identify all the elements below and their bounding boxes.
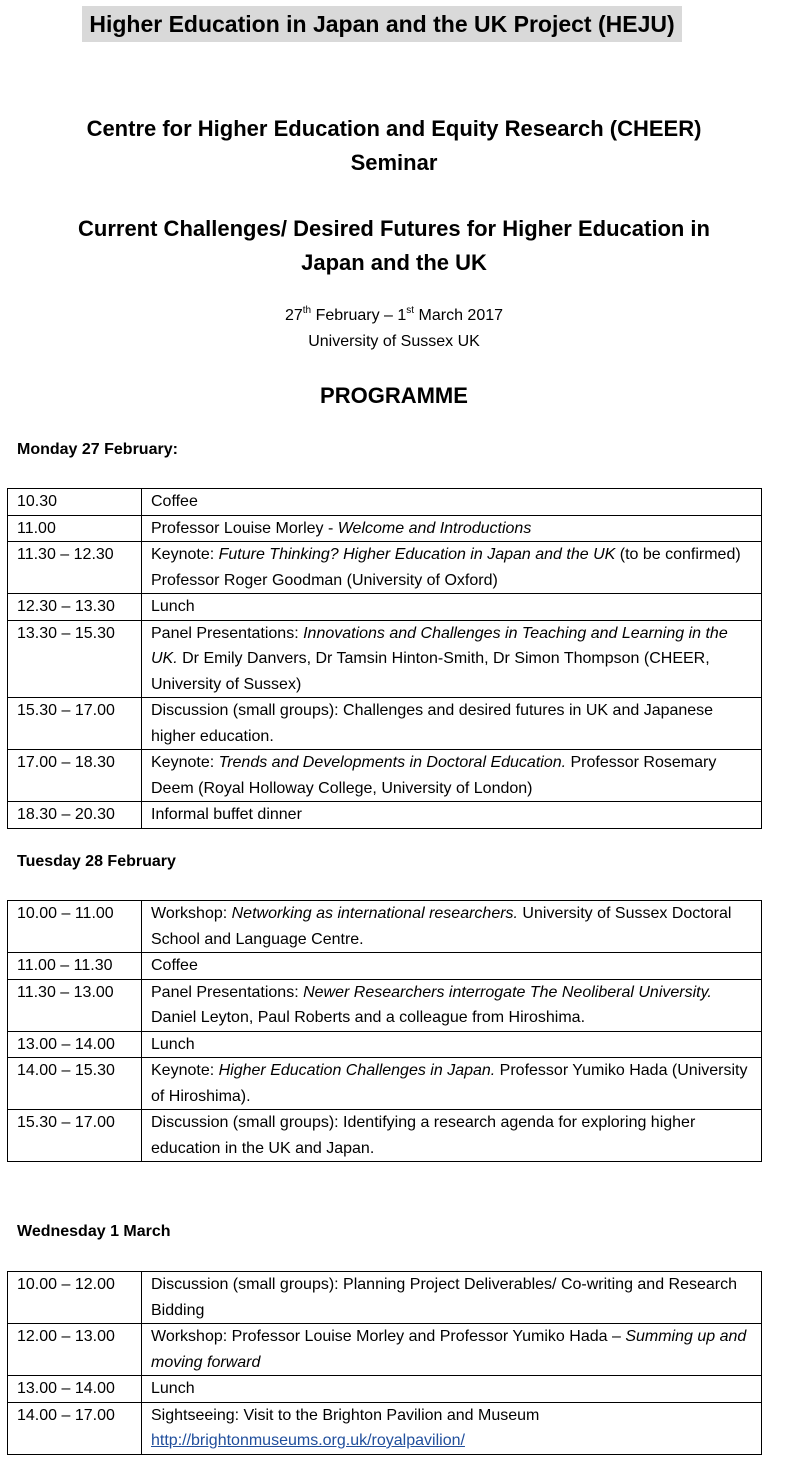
session-title-italic: Trends and Developments in Doctoral Education. — [218, 754, 567, 771]
session-description — [142, 489, 762, 516]
session-description — [142, 979, 762, 1031]
session-text: Discussion (small groups): Identifying a research agenda for exploring higher education in the UK and Japan. — [151, 1114, 696, 1157]
seminar-title-line-1: Current Challenges/ Desired Futures for Higher Education in — [78, 216, 710, 241]
session-time: 10.00 – 11.00 — [8, 901, 142, 953]
session-description — [142, 698, 762, 750]
schedule-table — [7, 488, 762, 829]
session-row — [8, 1402, 762, 1454]
seminar-title-line-2: Japan and the UK — [301, 250, 487, 275]
project-title: Higher Education in Japan and the UK Project (HEJU) — [82, 6, 682, 42]
date-start-month: February – — [311, 307, 398, 324]
seminar-title — [0, 212, 788, 280]
schedule-table — [7, 900, 762, 1162]
session-title-italic: Summing up and moving forward — [151, 1328, 747, 1371]
session-row — [8, 1110, 762, 1162]
session-time: 13.00 – 14.00 — [8, 1031, 142, 1058]
seminar-organiser-line: Centre for Higher Education and Equity Research (CHEER) — [86, 116, 702, 141]
session-row — [8, 515, 762, 542]
session-title-italic: Future Thinking? Higher Education in Japan and the UK — [218, 546, 616, 563]
session-text: Panel Presentations: — [151, 983, 304, 1001]
day-heading: Wednesday 1 March — [17, 1223, 171, 1240]
session-description — [142, 1110, 762, 1162]
session-row — [8, 750, 762, 802]
session-text: University of Sussex Doctoral School and Language Centre. — [151, 905, 732, 948]
session-text: Discussion (small groups): Planning Project Deliverables/ Co-writing and Research Bidding — [151, 1276, 738, 1319]
session-time: 13.00 – 14.00 — [8, 1376, 142, 1403]
day-heading: Tuesday 28 February — [17, 853, 176, 870]
date-start-day: 27 — [284, 307, 303, 324]
session-time: 10.30 — [8, 489, 142, 516]
date-end-day: 1 — [397, 307, 407, 324]
session-title-italic: Newer Researchers interrogate The Neoliberal University. — [303, 983, 712, 1001]
session-text: Professor Louise Morley - — [151, 519, 338, 537]
session-text: Keynote: — [151, 1062, 219, 1079]
date-end-suffix: st — [406, 305, 415, 316]
session-description — [142, 1031, 762, 1058]
session-text: Dr Emily Danvers, Dr Tamsin Hinton-Smith, Dr Simon Thompson (CHEER, University of Sussex) — [151, 650, 710, 693]
session-time: 14.00 – 15.30 — [8, 1058, 142, 1110]
session-time: 11.00 — [8, 515, 142, 542]
date-start-suffix: th — [302, 305, 312, 316]
seminar-organiser-heading — [0, 112, 788, 180]
seminar-label: Seminar — [350, 150, 438, 175]
session-time: 15.30 – 17.00 — [8, 698, 142, 750]
session-row — [8, 1058, 762, 1110]
session-text: Workshop: Professor Louise Morley and Professor Yumiko Hada – — [151, 1328, 626, 1345]
session-description — [142, 620, 762, 698]
date-end-rest: March 2017 — [414, 307, 504, 324]
session-time: 14.00 – 17.00 — [8, 1402, 142, 1454]
session-text: Lunch — [151, 1035, 195, 1053]
session-text: Discussion (small groups): Challenges and desired futures in UK and Japanese higher education. — [151, 702, 714, 745]
session-time: 12.00 – 13.00 — [8, 1324, 142, 1376]
session-description — [142, 953, 762, 980]
session-row — [8, 594, 762, 621]
session-row — [8, 1324, 762, 1376]
session-row — [8, 979, 762, 1031]
venue: University of Sussex UK — [308, 333, 480, 350]
museum-link[interactable]: http://brightonmuseums.org.uk/royalpavilion/ — [151, 1432, 465, 1449]
session-description — [142, 1058, 762, 1110]
session-description — [142, 901, 762, 953]
session-text: Panel Presentations: — [151, 624, 304, 642]
session-row — [8, 1031, 762, 1058]
session-title-italic: Higher Education Challenges in Japan. — [218, 1062, 496, 1079]
session-time: 11.30 – 12.30 — [8, 542, 142, 594]
session-row — [8, 620, 762, 698]
session-time: 15.30 – 17.00 — [8, 1110, 142, 1162]
session-row — [8, 1272, 762, 1324]
seminar-dates — [0, 303, 788, 355]
session-row — [8, 953, 762, 980]
session-description — [142, 594, 762, 621]
session-time: 18.30 – 20.30 — [8, 802, 142, 829]
day-heading: Monday 27 February: — [17, 441, 178, 458]
session-title-italic: Welcome and Introductions — [337, 519, 532, 537]
session-text: Coffee — [151, 957, 198, 974]
session-row — [8, 802, 762, 829]
session-text: Sightseeing: Visit to the Brighton Pavilion and Museum — [151, 1406, 540, 1424]
date-range — [0, 303, 788, 329]
session-row — [8, 698, 762, 750]
session-row — [8, 542, 762, 594]
session-description — [142, 515, 762, 542]
session-time: 11.30 – 13.00 — [8, 979, 142, 1031]
session-text: Lunch — [151, 1380, 195, 1397]
session-description — [142, 1376, 762, 1403]
session-row — [8, 901, 762, 953]
session-description — [142, 1272, 762, 1324]
programme-heading: PROGRAMME — [320, 383, 468, 408]
session-description — [142, 802, 762, 829]
session-text: Workshop: — [151, 905, 232, 922]
schedule-table — [7, 1271, 762, 1455]
session-time: 17.00 – 18.30 — [8, 750, 142, 802]
session-text: Informal buffet dinner — [151, 806, 302, 823]
session-title-italic: Networking as international researchers. — [231, 905, 518, 922]
session-text: Daniel Leyton, Paul Roberts and a colleague from Hiroshima. — [151, 1009, 586, 1026]
session-row — [8, 1376, 762, 1403]
session-text: Keynote: — [151, 546, 219, 563]
session-time: 13.30 – 15.30 — [8, 620, 142, 698]
session-time: 12.30 – 13.30 — [8, 594, 142, 621]
session-row — [8, 489, 762, 516]
session-title-italic: Innovations and Challenges in Teaching and Learning in the UK. — [151, 624, 728, 667]
session-time: 11.00 – 11.30 — [8, 953, 142, 980]
session-text: Professor Yumiko Hada (University of Hiroshima). — [151, 1062, 748, 1105]
session-text: (to be confirmed) Professor Roger Goodman (University of Oxford) — [151, 546, 741, 589]
session-description — [142, 750, 762, 802]
session-text: Lunch — [151, 598, 195, 615]
session-text: Coffee — [151, 493, 198, 510]
session-time: 10.00 – 12.00 — [8, 1272, 142, 1324]
session-text: Keynote: — [151, 754, 219, 771]
session-description — [142, 542, 762, 594]
session-description — [142, 1324, 762, 1376]
session-text: Professor Rosemary Deem (Royal Holloway College, University of London) — [151, 754, 717, 797]
session-description — [142, 1402, 762, 1454]
